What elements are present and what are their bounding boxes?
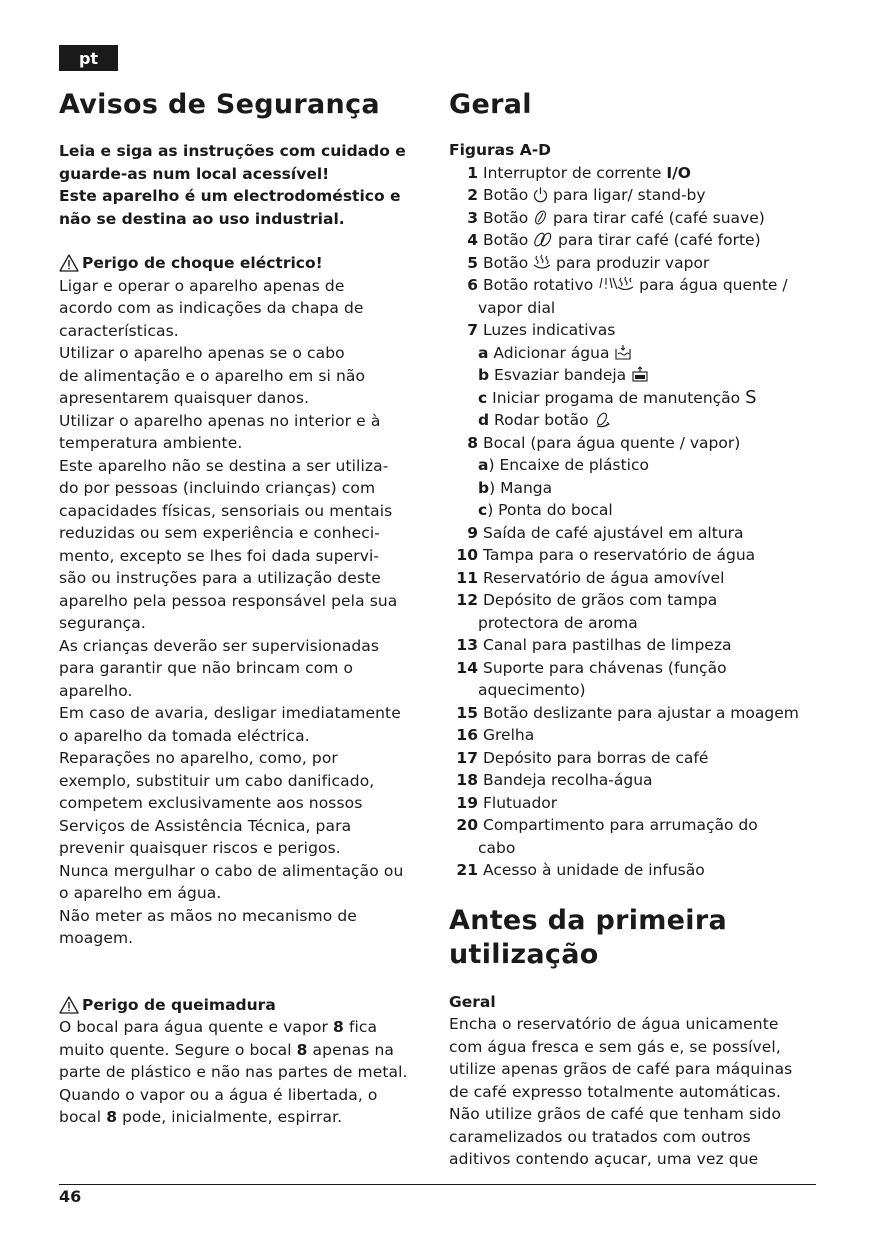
empty-tray-icon (631, 366, 649, 383)
shock-warning-heading: Perigo de choque eléctrico! (59, 252, 429, 275)
page-number: 46 (59, 1187, 82, 1206)
sub-item: b) Manga (478, 478, 553, 497)
burn-warning-text: O bocal para água quente e vapor 8 fica muito quente. Segure o bocal 8 apenas na parte de plástico e não nas partes de metal. Quando o vapor ou a água é libertada, o bocal 8 pode, inicialmente, espirrar. (59, 1018, 408, 1126)
list-item: 9 Saída de café ajustável em altura (467, 523, 744, 542)
list-item: 3 Botão para tirar café (café suave) (467, 208, 765, 227)
general-text: Encha o reservatório de água unicamente com água fresca e sem gás e, se possível, utilize apenas grãos de café para máquinas de café expresso totalmente automáticas. Não utilize grãos de café que tenham sido caramelizados ou tratados com outros aditivos contendo açucar, uma vez que (449, 1015, 793, 1168)
list-item: 2 Botão para ligar/ stand-by (467, 186, 706, 204)
list-item: 5 Botão para produzir vapor (467, 253, 710, 272)
footer-divider (59, 1184, 816, 1185)
list-item: 18 Bandeja recolha-água (456, 771, 653, 789)
sub-item: d Rodar botão (449, 409, 819, 432)
coffee-bean-mild-icon (533, 209, 548, 226)
list-item: 6 Botão rotativo para água quente / (467, 276, 788, 294)
list-item: 16 Grelha (456, 726, 535, 744)
service-s-icon: S (745, 386, 757, 408)
list-item: 19 Flutuador (456, 793, 558, 812)
coffee-bean-strong-icon (533, 231, 553, 248)
list-item: 4 Botão para tirar café (café forte) (467, 231, 761, 249)
list-item: 7 Luzes indicativas (467, 321, 616, 339)
add-water-icon (614, 344, 632, 361)
list-item: 21 Acesso à unidade de infusão (456, 861, 705, 879)
steam-icon (533, 254, 551, 271)
warning-triangle-icon (59, 254, 79, 272)
list-item: 13 Canal para pastilhas de limpeza (456, 636, 732, 654)
warning-triangle-icon (59, 996, 79, 1014)
list-item: 15 Botão deslizante para ajustar a moagem (456, 703, 799, 722)
sub-item: c) Ponta do bocal (478, 501, 613, 519)
list-item: 10 Tampa para o reservatório de água (456, 546, 756, 564)
list-item: 14 Suporte para chávenas (função (456, 658, 727, 677)
hot-water-steam-icon (598, 276, 634, 293)
language-tab: pt (59, 45, 118, 71)
safety-title: Avisos de Segurança (59, 89, 380, 120)
sub-item: b Esvaziar bandeja (449, 364, 819, 387)
turn-dial-icon (594, 411, 612, 428)
sub-item: a) Encaixe de plástico (478, 456, 649, 474)
list-item: 17 Depósito para borras de café (456, 748, 709, 767)
burn-warning-heading: Perigo de queimadura (59, 994, 429, 1017)
left-column (59, 88, 429, 1129)
shock-warning-text: Ligar e operar o aparelho apenas de acordo com as indicações da chapa de características. Utilizar o aparelho apenas se o cabo de alimentação e o aparelho em si não apresentarem quaisquer danos. Utilizar o aparelho apenas no interior e à temperatura ambiente. Este aparelho não se destina a ser utiliza- do por pessoas (incluindo crianças) com capacidades físicas, sensoriais ou mentais reduzidas ou sem experiência e conheci- mento, excepto se lhes foi dada supervi- são ou instruções para a utilização deste aparelho pela pessoa responsável pela sua segurança. As crianças deverão ser supervisionadas para garantir que não brincam com o aparelho. Em caso de avaria, desligar imediatamente o aparelho da tomada eléctrica. Reparações no aparelho, como, por exemplo, substituir um cabo danificado, competem exclusivamente aos nossos Serviços de Assistência Técnica, para prevenir quaisquer riscos e perigos. Nunca mergulhar o cabo de alimentação ou o aparelho em água. Não meter as mãos no mecanismo de moagem. (59, 276, 404, 947)
figures-heading: Figuras A-D (449, 141, 552, 159)
list-item: 8 Bocal (para água quente / vapor) (467, 433, 741, 452)
safety-intro: Leia e siga as instruções com cuidado e guarde-as num local acessível! Este aparelho é um electrodoméstico e não se destina ao uso industrial. (59, 142, 406, 228)
before-first-use-title: Antes da primeira utilização (449, 904, 727, 970)
power-icon (533, 186, 548, 203)
list-item: 12 Depósito de grãos com tampa (456, 591, 718, 609)
list-item: 20 Compartimento para arrumação do (456, 816, 758, 834)
general-subheading: Geral (449, 992, 496, 1011)
sub-item: c Iniciar progama de manutenção S (478, 386, 757, 408)
sub-item: a Adicionar água (449, 342, 819, 365)
list-item: 1 Interruptor de corrente I/O (467, 163, 691, 182)
right-column: Geral Figuras A-D 1 Interruptor de corrente I/O 2 Botão para ligar/ stand-by 3 Botão para tirar café (café suave) 4 Botão para tirar café (café forte) 5 Botão para produzir vapor 6 Botão rotativo para água quente / vapor dial 7 Luzes indicativas a Adicionar água b Esvaziar bandeja c Iniciar progama de manutenção S d Rodar botão 8 Bocal (para água quente / vapor) a) Encaixe de plástico b) Manga c) Ponta do bocal 9 Saída de café ajustável em altura 10 Tampa para o reservatório de água 11 Reservatório de água amovível 12 Depósito de grãos com tampa protectora de aroma 13 Canal para pastilhas de limpeza 14 Suporte para chávenas (função aquecimento) 15 Botão deslizante para ajustar a moagem 16 Grelha 17 Depósito para borras de café 18 Bandeja recolha-água 19 Flutuador 20 Compartimento para arrumação do cabo 21 Acesso à unidade de infusão Antes da primeira utilização Geral Encha o reservatório de água unicamente com água fresca e sem gás e, se possível, utilize apenas grãos de café para máquinas de café expresso totalmente automáticas. Não utilize grãos de café que tenham sido caramelizados ou tratados com outros aditivos contendo açucar, uma vez que (449, 88, 819, 1171)
list-item: 11 Reservatório de água amovível (456, 568, 725, 587)
general-title: Geral (449, 89, 532, 120)
